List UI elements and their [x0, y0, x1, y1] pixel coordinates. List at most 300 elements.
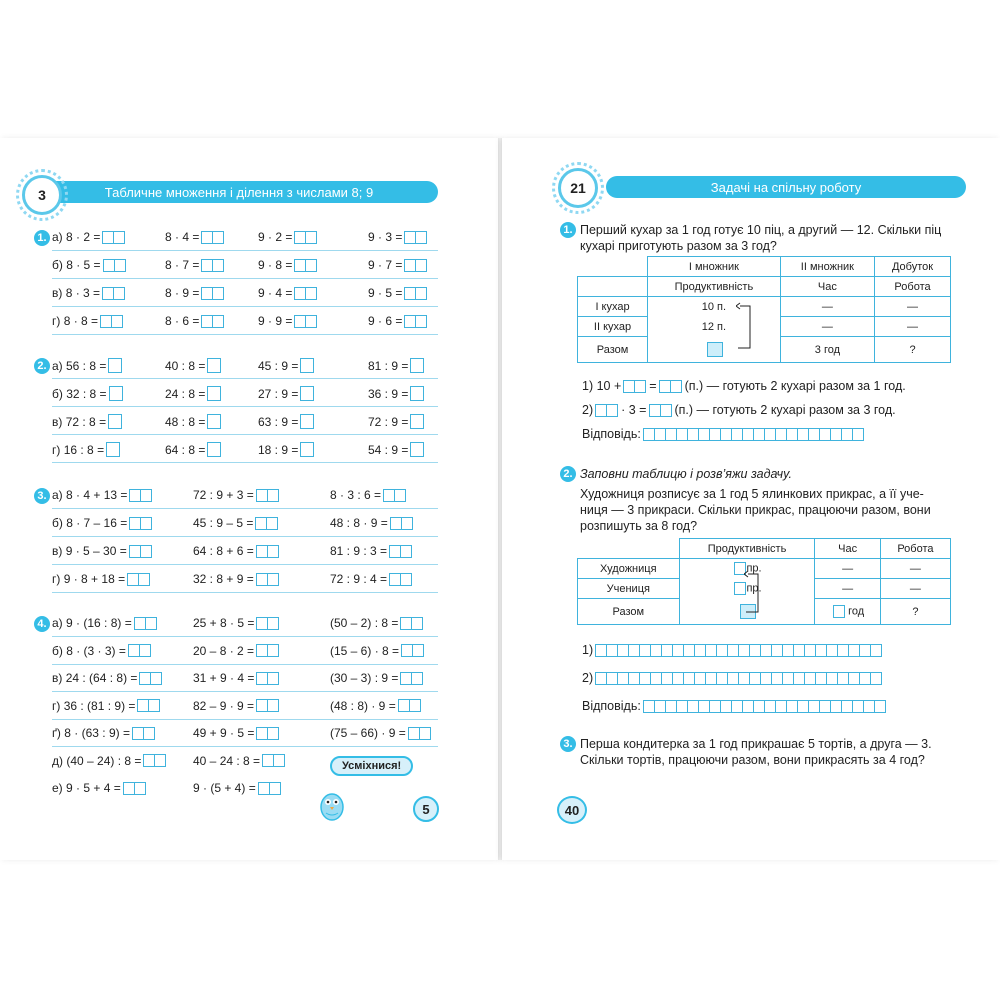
answer-box[interactable]	[207, 386, 221, 401]
exercise	[193, 572, 279, 586]
exercise-text: 63 : 9 =	[258, 414, 299, 429]
task-badge	[560, 222, 576, 238]
answer-box[interactable]	[870, 644, 882, 657]
exercise	[368, 358, 424, 373]
answer-box[interactable]	[207, 442, 221, 457]
answer-box[interactable]	[113, 287, 125, 300]
exercise	[165, 258, 224, 272]
left-lesson-number: 3	[38, 187, 46, 203]
right-lesson-number: 21	[570, 180, 586, 196]
t1-r2-1	[648, 337, 781, 363]
exercise	[52, 699, 160, 713]
exercise-text: 8 · 6 =	[165, 314, 200, 328]
exercise-text: 54 : 9 =	[368, 442, 409, 457]
task3-line2: Скільки тортів, працюючи разом, вони прикрасять за 4 год?	[580, 753, 925, 767]
t1-h2-1: Продуктивність	[648, 277, 781, 297]
exercise	[52, 358, 122, 373]
exercise	[258, 314, 317, 328]
exercise-row	[0, 310, 498, 334]
t2-r0-3: —	[880, 559, 950, 579]
exercise	[52, 644, 151, 658]
answer-box[interactable]	[410, 414, 424, 429]
exercise-text: 9 · 9 =	[258, 314, 293, 328]
exercise	[165, 286, 224, 300]
exercise	[52, 314, 123, 328]
exercise	[52, 442, 120, 457]
t2-r2-2	[815, 599, 880, 625]
row-divider	[52, 462, 438, 463]
answer-boxes[interactable]	[644, 700, 886, 713]
t1-h2-0	[578, 277, 648, 297]
row-divider	[52, 664, 438, 665]
task-badge-text: 4.	[37, 618, 47, 630]
answer-box[interactable]	[394, 489, 406, 502]
answer-box[interactable]	[415, 315, 427, 328]
answer-box[interactable]	[267, 644, 279, 657]
exercise-text: а) 8 · 2 =	[52, 230, 101, 244]
exercise-text: 9 · 8 =	[258, 258, 293, 272]
answer-box[interactable]	[415, 259, 427, 272]
answer-box[interactable]	[109, 386, 123, 401]
step1-b: =	[649, 379, 657, 393]
answer-box[interactable]	[267, 489, 279, 502]
exercise-text: 20 – 8 · 2 =	[193, 643, 255, 658]
right-page	[502, 138, 1000, 860]
answer-box[interactable]	[410, 358, 424, 373]
t1-h2-3: Робота	[875, 277, 951, 297]
answer-box[interactable]	[419, 727, 431, 740]
row-divider	[52, 508, 438, 509]
smile-text: Усміхнися!	[342, 760, 402, 772]
row-divider	[52, 536, 438, 537]
task1-line2: кухарі приготують разом за 3 год?	[580, 239, 777, 253]
answer-box[interactable]	[113, 231, 125, 244]
answer-box[interactable]	[145, 617, 157, 630]
exercise-text: 9 · 3 =	[368, 230, 403, 244]
exercise-text: в) 72 : 8 =	[52, 414, 107, 429]
answer-box[interactable]	[415, 287, 427, 300]
exercise-text: 45 : 9 – 5 =	[193, 516, 254, 530]
exercise	[330, 516, 413, 530]
answer-box[interactable]	[409, 699, 421, 712]
exercise-row	[0, 226, 498, 250]
exercise-text: г) 8 · 8 =	[52, 314, 99, 328]
task2-line1: Художниця розписує за 1 год 5 ялинкових прикрас, а її уче-	[580, 487, 924, 501]
task1-line1: Перший кухар за 1 год готує 10 піц, а другий — 12. Скільки піц	[580, 223, 942, 237]
t2-unit: пр.	[746, 562, 762, 575]
left-page	[0, 138, 498, 860]
answer-box[interactable]	[305, 315, 317, 328]
exercise	[258, 358, 314, 373]
answer-box[interactable]	[400, 545, 412, 558]
answer-boxes[interactable]	[644, 428, 864, 441]
answer-box[interactable]	[207, 358, 221, 373]
exercise	[330, 726, 431, 740]
exercise-text: (30 – 3) : 9 =	[330, 671, 399, 685]
t1-h2-2: Час	[780, 277, 874, 297]
exercise-row	[0, 667, 498, 691]
left-title-banner	[40, 181, 438, 203]
answer-box[interactable]	[212, 231, 224, 244]
exercise-row	[0, 354, 498, 378]
exercise-text: 9 · 2 =	[258, 230, 293, 244]
answer-label: Відповідь:	[582, 699, 641, 713]
task3-text	[580, 736, 990, 768]
exercise-text: а) 9 · (16 : 8) =	[52, 616, 132, 630]
answer-box[interactable]	[134, 782, 146, 795]
exercise-text: 9 · (5 + 4) =	[193, 781, 256, 795]
t1-h1-3: Добуток	[875, 257, 951, 277]
answer-box[interactable]	[148, 699, 160, 712]
task2-answer	[582, 698, 886, 714]
answer-box[interactable]	[111, 315, 123, 328]
answer-box[interactable]	[267, 672, 279, 685]
answer-box[interactable]	[267, 545, 279, 558]
left-page-number-text: 5	[422, 801, 430, 817]
exercise-text: 64 : 8 =	[165, 442, 206, 457]
answer-box[interactable]	[410, 442, 424, 457]
exercise-text: (50 – 2) : 8 =	[330, 616, 399, 630]
exercise-text: 31 + 9 · 4 =	[193, 671, 255, 685]
answer-boxes[interactable]	[596, 644, 882, 657]
exercise	[52, 488, 152, 502]
exercise	[330, 572, 412, 586]
exercise-text: 9 · 5 =	[368, 286, 403, 300]
answer-box[interactable]	[267, 699, 279, 712]
exercise	[368, 258, 427, 272]
answer-box[interactable]	[300, 358, 314, 373]
input-boxes[interactable]	[624, 380, 646, 393]
input-boxes[interactable]	[650, 404, 672, 417]
exercise	[165, 314, 224, 328]
exercise-row	[0, 382, 498, 406]
exercise-text: 48 : 8 · 9 =	[330, 516, 388, 530]
exercise	[368, 414, 424, 429]
exercise	[193, 671, 279, 685]
answer-box[interactable]	[707, 342, 723, 357]
exercise-row	[0, 722, 498, 746]
answer-box[interactable]	[140, 489, 152, 502]
t2-r0-0: Художниця	[578, 559, 680, 579]
step2-c: (п.) — готують 2 кухарі разом за 3 год.	[674, 403, 896, 417]
answer-box[interactable]	[852, 428, 864, 441]
exercise-text: 32 : 8 + 9 =	[193, 572, 254, 586]
answer-box[interactable]	[305, 287, 317, 300]
exercise-text: а) 8 · 4 + 13 =	[52, 488, 128, 502]
answer-box[interactable]	[874, 700, 886, 713]
task1-text	[580, 222, 980, 254]
t1-h1-1: І множник	[648, 257, 781, 277]
exercise	[165, 358, 221, 373]
task1-step2	[582, 402, 896, 418]
task-badge	[560, 736, 576, 752]
t2-unit: пр.	[746, 582, 762, 595]
exercise	[258, 442, 314, 457]
t1-r1-0: ІІ кухар	[578, 317, 648, 337]
step2-label: 2)	[582, 671, 594, 685]
exercise-row	[0, 512, 498, 536]
exercise-text: г) 9 · 8 + 18 =	[52, 572, 126, 586]
exercise-text: 9 · 4 =	[258, 286, 293, 300]
exercise-text: г) 36 : (81 : 9) =	[52, 698, 136, 713]
exercise-text: 72 : 9 =	[368, 414, 409, 429]
exercise-row	[0, 568, 498, 592]
row-divider	[52, 250, 438, 251]
exercise	[193, 726, 279, 740]
row-divider	[52, 636, 438, 637]
t2-h-2: Час	[815, 539, 880, 559]
row-divider	[52, 278, 438, 279]
t2-r1-2: —	[815, 579, 880, 599]
exercise	[193, 644, 279, 658]
arrow-icon	[736, 302, 756, 359]
answer-box[interactable]	[411, 617, 423, 630]
row-divider	[52, 406, 438, 407]
answer-box[interactable]	[401, 517, 413, 530]
exercise-text: 72 : 9 : 4 =	[330, 572, 388, 586]
exercise-text: в) 9 · 5 – 30 =	[52, 544, 127, 558]
answer-box[interactable]	[300, 386, 314, 401]
answer-box[interactable]	[140, 545, 152, 558]
t1-r2-3: ?	[875, 337, 951, 363]
smile-label	[330, 756, 413, 776]
bird-icon	[318, 786, 346, 822]
answer-box[interactable]	[106, 442, 120, 457]
exercise	[193, 488, 279, 502]
exercise	[52, 671, 162, 685]
exercise	[368, 286, 427, 300]
answer-box[interactable]	[138, 573, 150, 586]
right-title-banner	[606, 176, 966, 198]
t2-h-0	[578, 539, 680, 559]
answer-box[interactable]	[212, 287, 224, 300]
answer-box[interactable]	[400, 573, 412, 586]
left-lesson-badge	[22, 175, 62, 215]
exercise-text: 45 : 9 =	[258, 358, 299, 373]
exercise	[165, 230, 224, 244]
exercise-text: 48 : 8 =	[165, 414, 206, 429]
exercise-row	[0, 540, 498, 564]
task-badge-text: 1.	[37, 232, 47, 244]
exercise-text: б) 32 : 8 =	[52, 386, 107, 401]
answer-box[interactable]	[305, 259, 317, 272]
task-badge	[560, 466, 576, 482]
exercise-text: 64 : 8 + 6 =	[193, 544, 254, 558]
exercise-text: 36 : 9 =	[368, 386, 409, 401]
answer-box[interactable]	[140, 517, 152, 530]
exercise-text: б) 8 · 5 =	[52, 258, 101, 272]
task1-step1	[582, 378, 906, 394]
exercise	[52, 258, 126, 272]
row-divider	[52, 306, 438, 307]
exercise-text: 8 · 4 =	[165, 230, 200, 244]
answer-box[interactable]	[300, 414, 314, 429]
answer-box[interactable]	[412, 644, 424, 657]
row-divider	[52, 592, 438, 593]
exercise-text: 25 + 8 · 5 =	[193, 616, 255, 630]
t2-r1-3: —	[880, 579, 950, 599]
task-badge-text: 3.	[563, 738, 573, 750]
task1-table	[577, 256, 951, 363]
exercise	[52, 726, 155, 740]
exercise	[52, 754, 166, 768]
row-divider	[52, 746, 438, 747]
t1-r0-2: —	[780, 297, 874, 317]
t2-h-1: Продуктивність	[679, 539, 815, 559]
task-badge-text: 2.	[563, 468, 573, 480]
exercise-text: а) 56 : 8 =	[52, 358, 107, 373]
step2-b: · 3 =	[621, 403, 647, 417]
exercise-text: 72 : 9 + 3 =	[193, 488, 254, 502]
right-page-number	[557, 796, 587, 824]
exercise	[330, 671, 423, 685]
exercise	[330, 616, 423, 630]
t1-h1-0	[578, 257, 648, 277]
exercise	[368, 314, 427, 328]
answer-box[interactable]	[139, 644, 151, 657]
exercise-text: 8 · 3 : 6 =	[330, 488, 382, 502]
t2-unit: год	[848, 605, 865, 618]
exercise-text: 8 · 7 =	[165, 258, 200, 272]
exercise-row	[0, 750, 498, 774]
answer-box[interactable]	[108, 358, 122, 373]
exercise	[52, 230, 125, 244]
answer-box[interactable]	[305, 231, 317, 244]
exercise	[258, 286, 317, 300]
exercise-row	[0, 438, 498, 462]
answer-box[interactable]	[212, 259, 224, 272]
exercise	[52, 286, 125, 300]
exercise	[258, 258, 317, 272]
answer-box[interactable]	[267, 573, 279, 586]
task1-answer	[582, 426, 864, 442]
exercise-row	[0, 484, 498, 508]
exercise	[193, 544, 279, 558]
exercise	[258, 414, 314, 429]
exercise	[330, 544, 412, 558]
exercise-text: 82 – 9 · 9 =	[193, 698, 255, 713]
answer-boxes[interactable]	[596, 672, 882, 685]
exercise-text: 8 · 9 =	[165, 286, 200, 300]
exercise-text: (48 : 8) · 9 =	[330, 698, 396, 713]
answer-box[interactable]	[266, 517, 278, 530]
t2-h-3: Робота	[880, 539, 950, 559]
exercise-row	[0, 612, 498, 636]
exercise	[193, 516, 278, 530]
exercise	[193, 754, 285, 768]
t1-r1-1: 12 п.	[648, 317, 781, 337]
exercise-text: д) (40 – 24) : 8 =	[52, 753, 142, 768]
exercise	[368, 442, 424, 457]
answer-box[interactable]	[833, 605, 845, 618]
step2-a: 2)	[582, 403, 594, 417]
exercise-text: 18 : 9 =	[258, 442, 299, 457]
task2-text	[580, 486, 980, 534]
exercise-text: 24 : 8 =	[165, 386, 206, 401]
step1-label: 1)	[582, 643, 594, 657]
answer-box[interactable]	[300, 442, 314, 457]
answer-box[interactable]	[267, 617, 279, 630]
right-page-number-text: 40	[564, 802, 580, 818]
row-divider	[52, 334, 438, 335]
t1-r2-2: 3 год	[780, 337, 874, 363]
answer-box[interactable]	[207, 414, 221, 429]
answer-box[interactable]	[410, 386, 424, 401]
exercise-text: (75 – 66) · 9 =	[330, 726, 406, 740]
answer-box[interactable]	[269, 782, 281, 795]
exercise	[330, 488, 406, 502]
exercise-text: 9 · 6 =	[368, 314, 403, 328]
t1-r0-0: І кухар	[578, 297, 648, 317]
t2-r0-2: —	[815, 559, 880, 579]
exercise-row	[0, 410, 498, 434]
exercise-text: б) 8 · 7 – 16 =	[52, 516, 128, 530]
exercise	[52, 414, 122, 429]
exercise-text: 27 : 9 =	[258, 386, 299, 401]
exercise	[165, 386, 221, 401]
exercise-text: (15 – 6) · 8 =	[330, 643, 400, 658]
input-boxes[interactable]	[660, 380, 682, 393]
row-divider	[52, 378, 438, 379]
exercise-text: б) 8 · (3 · 3) =	[52, 643, 126, 658]
answer-box[interactable]	[154, 754, 166, 767]
exercise	[193, 781, 281, 795]
t2-r2-3: ?	[880, 599, 950, 625]
t1-r1-2: —	[780, 317, 874, 337]
exercise-text: в) 8 · 3 =	[52, 286, 101, 300]
exercise	[330, 699, 421, 713]
exercise-text: 9 · 7 =	[368, 258, 403, 272]
exercise	[330, 644, 424, 658]
answer-box[interactable]	[212, 315, 224, 328]
t1-r2-0: Разом	[578, 337, 648, 363]
t1-r1-3: —	[875, 317, 951, 337]
answer-box[interactable]	[143, 727, 155, 740]
left-page-number	[413, 796, 439, 822]
right-lesson-badge	[558, 168, 598, 208]
exercise-row	[0, 254, 498, 278]
exercise-text: 49 + 9 · 5 =	[193, 726, 255, 740]
exercise	[165, 414, 221, 429]
task3-line1: Перша кондитерка за 1 год прикрашає 5 тортів, а друга — 3.	[580, 737, 932, 751]
input-boxes[interactable]	[596, 404, 618, 417]
exercise	[193, 699, 279, 713]
right-title: Задачі на спільну роботу	[710, 179, 862, 195]
answer-box[interactable]	[870, 672, 882, 685]
t1-r0-3: —	[875, 297, 951, 317]
arrow-icon	[744, 570, 764, 625]
answer-box[interactable]	[415, 231, 427, 244]
answer-box[interactable]	[114, 259, 126, 272]
answer-box[interactable]	[411, 672, 423, 685]
exercise	[52, 781, 146, 795]
exercise-text: г) 16 : 8 =	[52, 442, 105, 457]
t2-r1-0: Учениця	[578, 579, 680, 599]
answer-box[interactable]	[108, 414, 122, 429]
exercise	[258, 386, 314, 401]
exercise	[165, 442, 221, 457]
task2-line3: розпишуть за 8 год?	[580, 519, 698, 533]
exercise	[52, 572, 150, 586]
answer-box[interactable]	[150, 672, 162, 685]
exercise-text: 40 – 24 : 8 =	[193, 753, 261, 768]
answer-box[interactable]	[267, 727, 279, 740]
answer-box[interactable]	[273, 754, 285, 767]
row-divider	[52, 564, 438, 565]
exercise-text: 40 : 8 =	[165, 358, 206, 373]
t2-r2-0: Разом	[578, 599, 680, 625]
exercise-text: 81 : 9 : 3 =	[330, 544, 388, 558]
